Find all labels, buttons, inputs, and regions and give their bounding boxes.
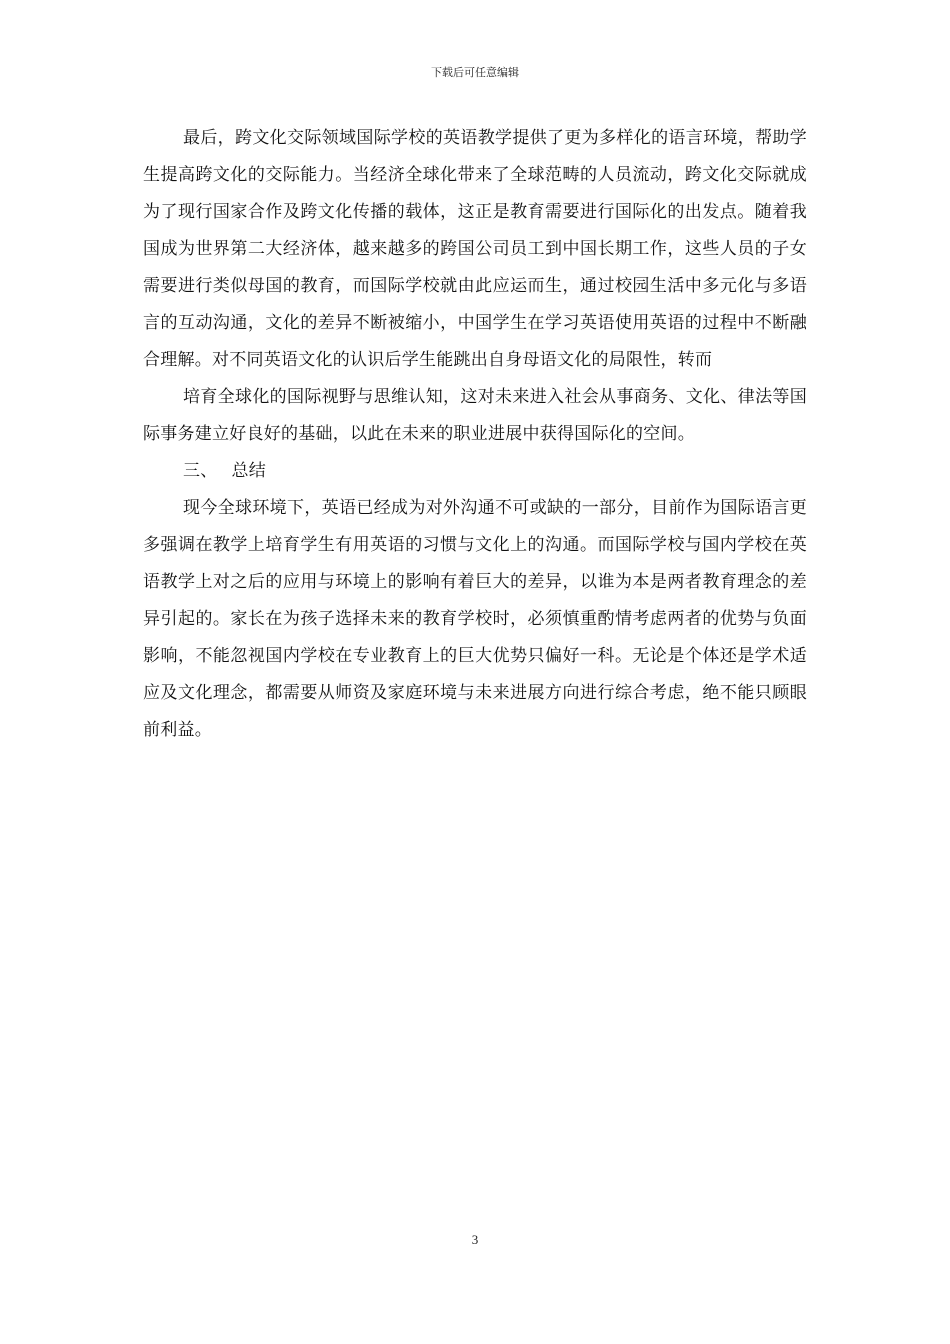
section-title: 总结 (231, 461, 266, 481)
paragraph-cross-cultural: 最后，跨文化交际领域国际学校的英语教学提供了更为多样化的语言环境，帮助学生提高跨文化的交际能力。当经济全球化带来了全球范畴的人员流动，跨文化交际就成为了现行国家合作及跨文化传播的载体，这正是教育需要进行国际化的出发点。随着我国成为世界第二大经济体，越来越多的跨国公司员工到中国长期工作，这些人员的子女需要进行类似母国的教育，而国际学校就由此应运而生，通过校园生活中多元化与多语言的互动沟通，文化的差异不断被缩小，中国学生在学习英语使用英语的过程中不断融合理解。对不同英语文化的认识后学生能跳出自身母语文化的局限性，转而 (143, 128, 807, 370)
page-number: 3 (471, 1232, 479, 1247)
paragraph-summary: 现今全球环境下，英语已经成为对外沟通不可或缺的一部分，目前作为国际语言更多强调在教学上培育学生有用英语的习惯与文化上的沟通。而国际学校与国内学校在英语教学上对之后的应用与环境上的影响有着巨大的差异，以谁为本是两者教育理念的差异引起的。家长在为孩子选择未来的教育学校时，必须慎重酌情考虑两者的优势与负面影响，不能忽视国内学校在专业教育上的巨大优势只偏好一科。无论是个体还是学术适应及文化理念，都需要从师资及家庭环境与未来进展方向进行综合考虑，绝不能只顾眼前利益。 (143, 498, 807, 740)
paragraph-global-vision: 培育全球化的国际视野与思维认知，这对未来进入社会从事商务、文化、律法等国际事务建立好良好的基础，以此在未来的职业进展中获得国际化的空间。 (143, 387, 807, 444)
document-body (143, 120, 807, 749)
section-heading (143, 453, 807, 490)
page-header: 下载后可任意编辑 (431, 66, 519, 79)
section-number: 三、 (183, 461, 218, 481)
